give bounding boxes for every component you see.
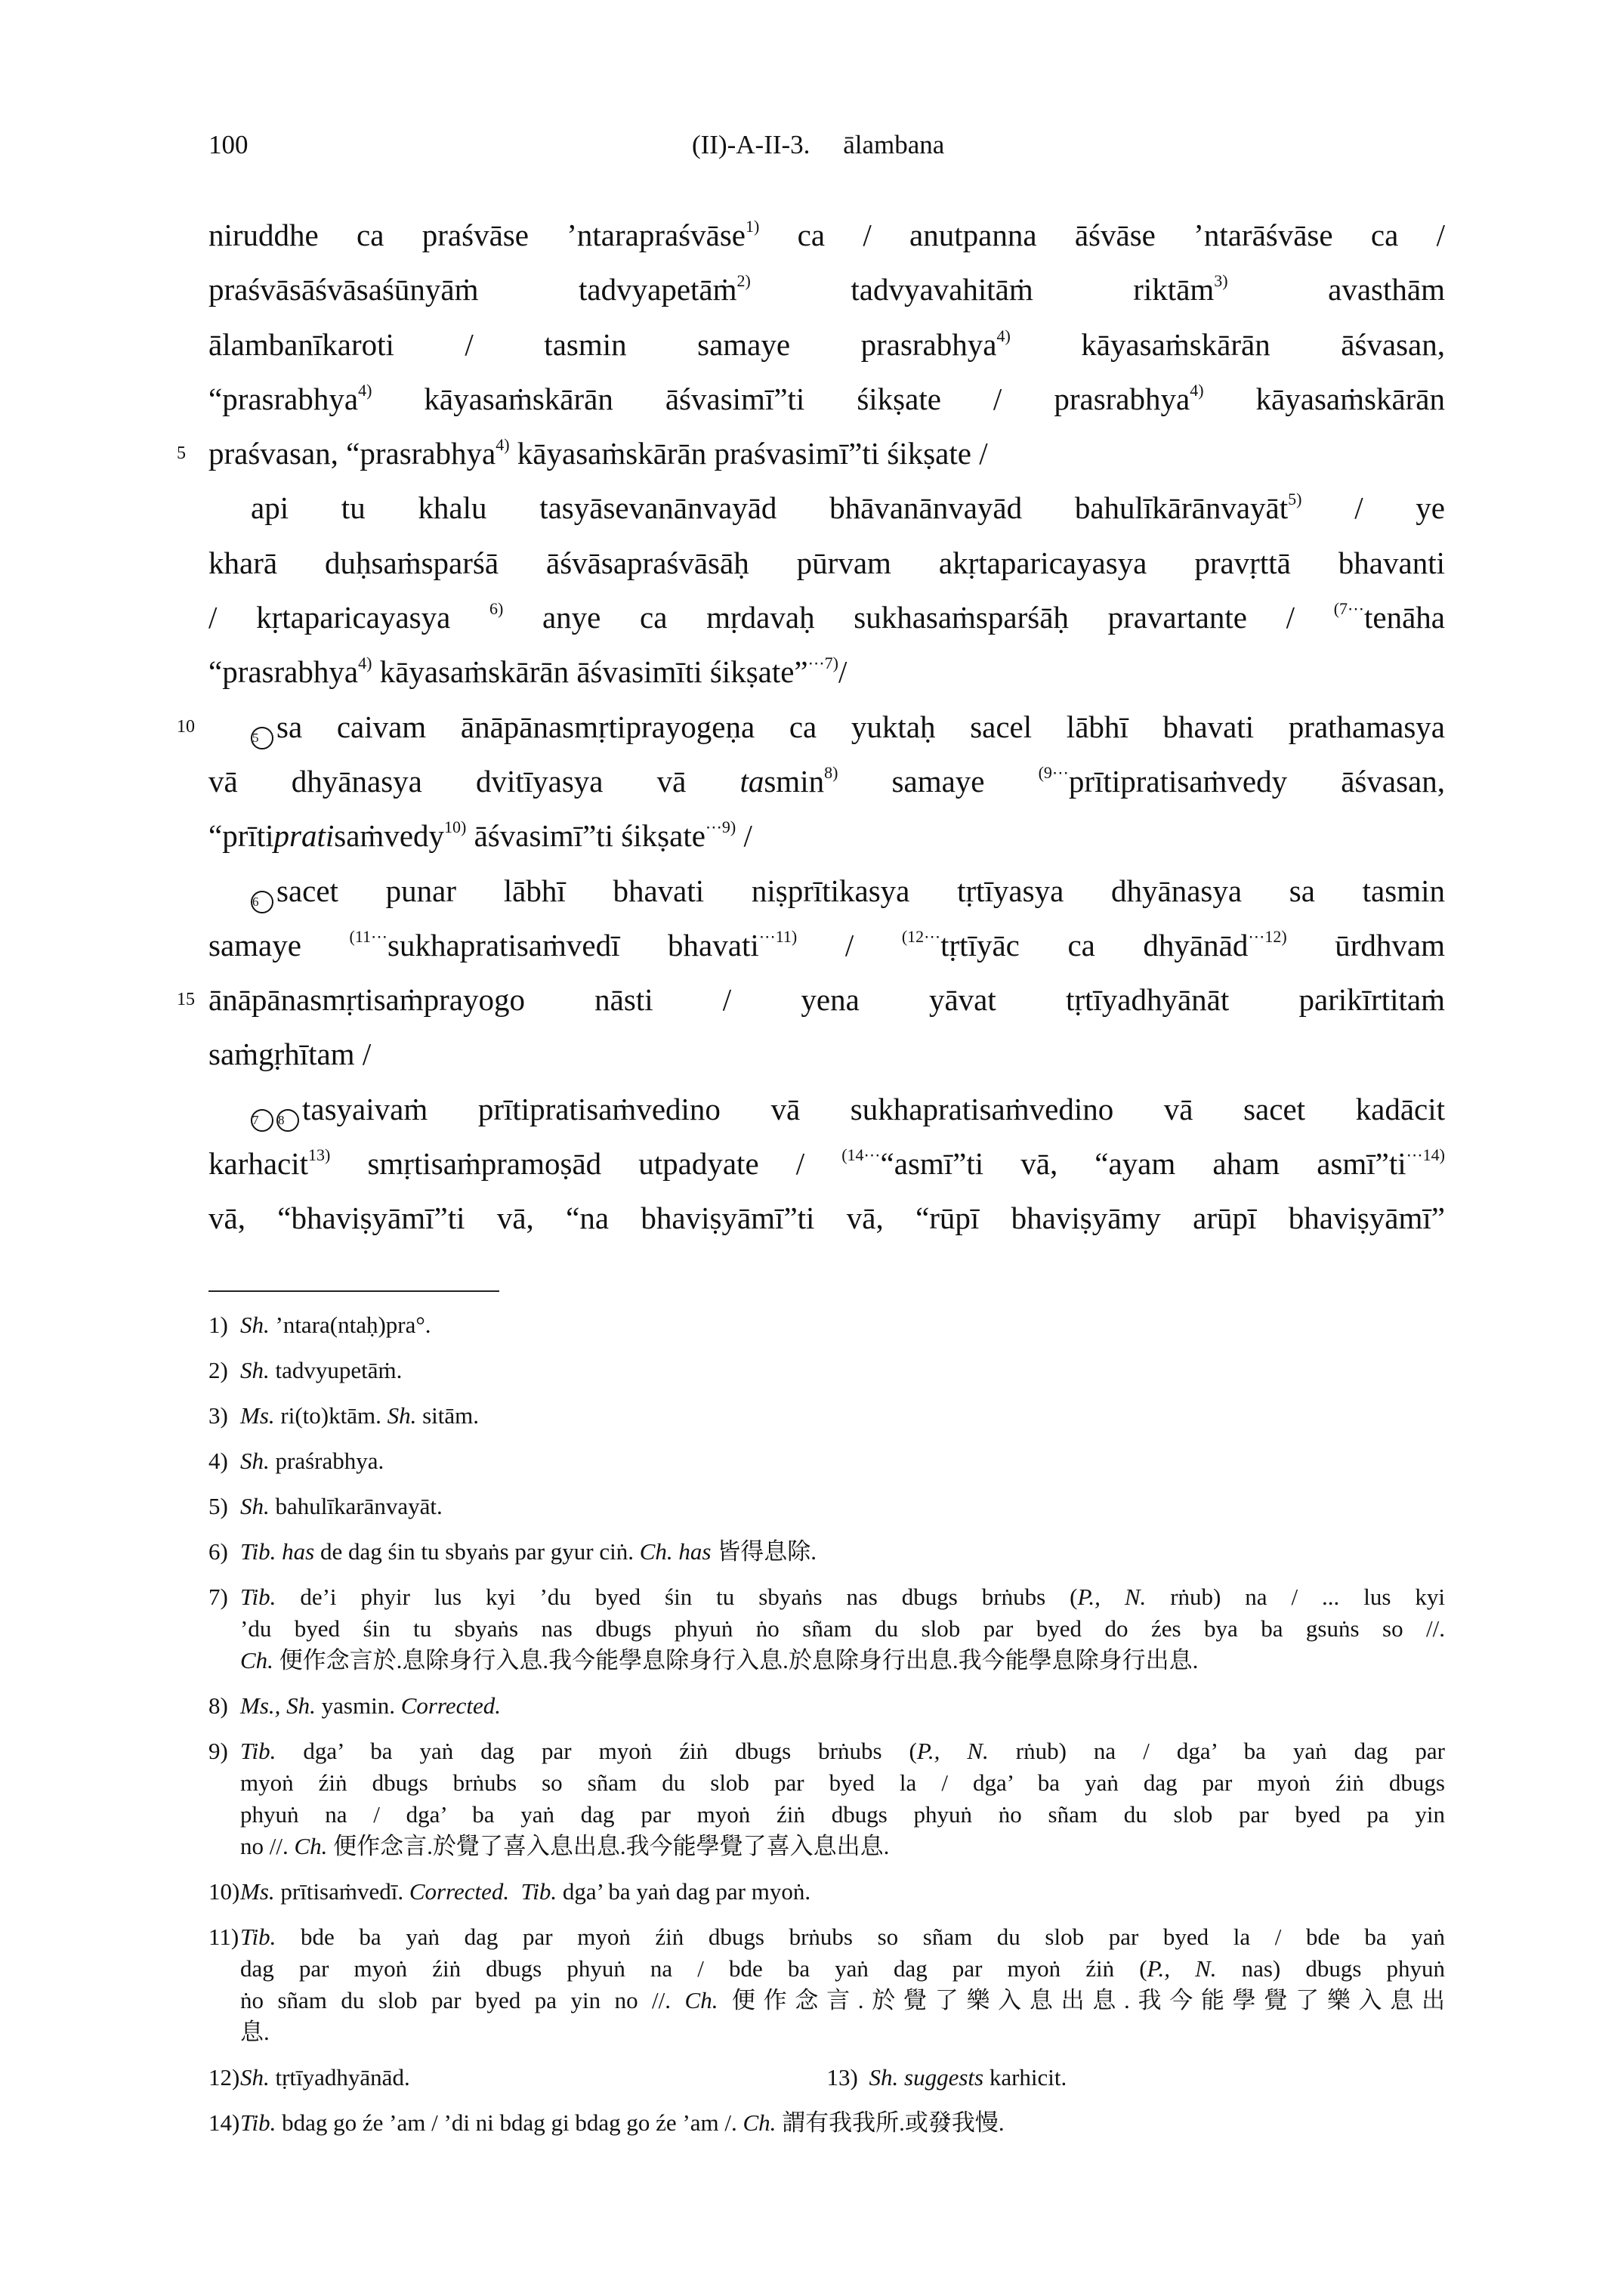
- note-ref: 2): [736, 271, 751, 291]
- text-line: karhacit$^{13)}$ smṛtisaṁpramoṣād utpadyate / $^{(14\cdots}$“asmī”ti vā, “ayam aham $asmī”ti^{\cdots 14)}$: [208, 1145, 1445, 1182]
- footnote: 6) Tib. has de dag śin tu sbyaṅs par gyur ciṅ. Ch. has 皆得息除.: [208, 1538, 817, 1565]
- footnote: 2) Sh. tadvyupetāṁ.: [208, 1357, 403, 1383]
- footnote-rule: [208, 1290, 499, 1292]
- note-ref: 1): [746, 217, 760, 236]
- note-ref: 4): [496, 435, 510, 455]
- footnote-pair: [208, 2062, 1445, 2094]
- section-term: ālambana: [843, 130, 945, 159]
- footnotes: [208, 1309, 1445, 2152]
- footnote: 11) Tib. bde ba yaṅ dag par myoṅ źiṅ dbugs brṅubs so sñam du slob par byed la / bde ba yaṅ dag par myoṅ źiṅ dbugs phyuṅ na / bde ba yaṅ dag par myoṅ źiṅ (P., N. nas) dbugs phyuṅ ṅo sñam du slob par byed pa yin no //. Ch. 便作念言.於覺了樂入息出息.我今能學覺了樂入息出 息.: [208, 1924, 1445, 2045]
- note-ref: ⋯14): [1406, 1145, 1445, 1165]
- note-ref: ⋯7): [807, 654, 838, 673]
- section-circle: 8: [276, 1109, 299, 1132]
- text-line: 7 8 tasyaivaṁ prītipratisaṁvedino vā sukhapratisaṁvedino vā sacet kadācit: [208, 1082, 1445, 1136]
- text-line: 5 praśvasan, “prasrabhya$^{4)}$ kāyasaṁskārān praśvasimī”ti śikṣate /: [208, 426, 1445, 481]
- note-ref: 3): [1214, 271, 1228, 291]
- line-number: 10: [177, 716, 195, 737]
- footnote: 7) Tib. de’i phyir lus kyi ’du byed śin tu sbyaṅs nas dbugs brṅubs (P., N. rṅub) na / ... lus kyi ’du byed śin tu sbyaṅs nas dbugs phyuṅ ṅo sñam du slob par byed do źes bya ba gsuṅs so //. Ch. 便作念言於.息除身行入息.我今能學息除身行入息.於息除身行出息.我今能學息除身行出息.: [208, 1584, 1445, 1673]
- note-ref: 8): [824, 762, 838, 782]
- footnote: 9) Tib. dga’ ba yaṅ dag par myoṅ źiṅ dbugs brṅubs (P., N. rṅub) na / dga’ ba yaṅ dag par myoṅ źiṅ dbugs brṅubs so sñam du slob par byed la / dga’ ba yaṅ dag par myoṅ źiṅ dbugs phyuṅ na / dga’ ba yaṅ dag par myoṅ źiṅ dbugs phyuṅ ṅo sñam du slob par byed pa yin no //. Ch. 便作念言.於覺了喜入息出息.我今能學覺了喜入息出息.: [208, 1738, 1445, 1859]
- note-ref: (14⋯: [841, 1145, 881, 1165]
- text-line: kharā duḥsaṁsparśā āśvāsapraśvāsāḥ pūrvam akṛtaparicayasya pravṛttā bhavanti: [208, 545, 1445, 580]
- footnote: 5) Sh. bahulīkarānvayāt.: [208, 1493, 443, 1519]
- text-line: saṁgṛhītam /: [208, 1037, 372, 1072]
- main-text: [177, 208, 1446, 1246]
- note-ref: ⋯11): [758, 926, 798, 946]
- note-ref: (12⋯: [901, 926, 941, 946]
- footnote: 3) Ms. ri(to)ktām. Sh. sitām.: [208, 1402, 479, 1429]
- note-ref: 4): [1190, 380, 1204, 400]
- section-circle: 6: [251, 891, 273, 913]
- text-line: 6 sacet punar lābhī bhavati niṣprītikasya tṛtīyasya dhyānasya sa tasmin: [208, 864, 1445, 918]
- text-line: / kṛtaparicayasya $^{6)}$ anye ca mṛdavaḥ sukhasaṁsparśāḥ pravartante / $^{(7\cdots}$tenāha: [208, 599, 1445, 635]
- footnote: 13) Sh. suggests karhicit.: [826, 2064, 1067, 2091]
- note-ref: (9⋯: [1038, 762, 1069, 782]
- text-line: niruddhe ca praśvāse ’ntarapraśvāse$^{1)}$ ca / anutpanna āśvāse ’ntarāśvāse ca /: [208, 217, 1445, 252]
- section-circle: 7: [251, 1109, 273, 1132]
- text-line: praśvāsāśvāsaśūnyāṁ tadvyapetāṁ$^{2)}$ tadvyavahitāṁ riktām$^{3)}$ avasthām: [208, 271, 1445, 307]
- text-line: “prasrabhya$^{4)}$ kāyasaṁskārān āśvasimī”ti śikṣate / prasrabhya$^{4)}$ kāyasaṁskārān: [208, 380, 1445, 416]
- note-ref: (11⋯: [349, 926, 388, 946]
- section-number: (II)-A-II-3.: [692, 130, 810, 159]
- running-title: [692, 130, 944, 160]
- note-ref: 4): [358, 380, 372, 400]
- running-header: [208, 130, 1416, 168]
- line-number: 5: [177, 443, 186, 464]
- note-ref: 13): [308, 1145, 331, 1165]
- note-ref: ⋯9): [705, 817, 736, 837]
- note-ref: 4): [996, 326, 1011, 345]
- text-line: “prasrabhya$^{4)}$ kāyasaṁskārān āśvasimīti śikṣate”$^{\cdots 7)}$/: [208, 654, 848, 690]
- footnote: 14) Tib. bdag go źe ’am / ’di ni bdag gi bdag go źe ’am /. Ch. 謂有我我所.或發我慢.: [208, 2109, 1005, 2136]
- text-line: 10 5 sa caivam ānāpānasmṛtiprayogeṇa ca yuktaḥ sacel lābhī bhavati prathamasya: [208, 700, 1445, 754]
- line-number: 15: [177, 990, 195, 1010]
- text-line: samaye $^{(11\cdots}$sukhapratisaṁvedī bhavati$^{\cdots 11)}$ / $^{(12\cdots}$tṛtīyāc ca dhyānād$^{\cdots 12)}$ ūrdhvam: [208, 926, 1445, 963]
- note-ref: 10): [444, 817, 467, 837]
- footnote: 8) Ms., Sh. yasmin. Corrected.: [208, 1692, 501, 1719]
- footnote: 10) Ms. prītisaṁvedī. Corrected. Tib. dga’ ba yaṅ dag par myoṅ.: [208, 1878, 811, 1905]
- text-line: api tu khalu tasyāsevanānvayād bhāvanānvayād bahulīkārānvayāt$^{5)}$ / ye: [251, 490, 1446, 526]
- note-ref: ⋯12): [1248, 926, 1287, 946]
- note-ref: 4): [358, 654, 372, 673]
- footnote: 4) Sh. praśrabhya.: [208, 1448, 384, 1474]
- text-line: vā, “bhaviṣyāmī”ti vā, “na bhaviṣyāmī”ti vā, “rūpī bhaviṣyāmy arūpī bhaviṣyāmī”: [208, 1201, 1445, 1236]
- text-line: “prītipratisaṁvedy$^{10)}$ āśvasimī”ti śikṣate$^{\cdots 9)}$ /: [208, 817, 752, 854]
- text-line: 15 ānāpānasmṛtisaṁprayogo nāsti / yena yāvat tṛtīyadhyānāt parikīrtitaṁ: [208, 972, 1445, 1027]
- note-ref: 6): [489, 599, 504, 619]
- note-ref: (7⋯: [1333, 599, 1365, 619]
- section-circle: 5: [251, 727, 273, 749]
- footnote: 1) Sh. ’ntara(ntaḥ)pra°.: [208, 1312, 431, 1338]
- text-line: ālambanīkaroti / tasmin samaye prasrabhya$^{4)}$ kāyasaṁskārān āśvasan,: [208, 326, 1445, 362]
- text-line: vā dhyānasya dvitīyasya vā tasmin$^{8)}$ samaye $^{(9\cdots}$prītipratisaṁvedy āśvasan,: [208, 762, 1445, 799]
- note-ref: 5): [1288, 490, 1302, 509]
- page-number: 100: [208, 130, 249, 159]
- footnote: 12) Sh. tṛtīyadhyānād.: [208, 2064, 410, 2091]
